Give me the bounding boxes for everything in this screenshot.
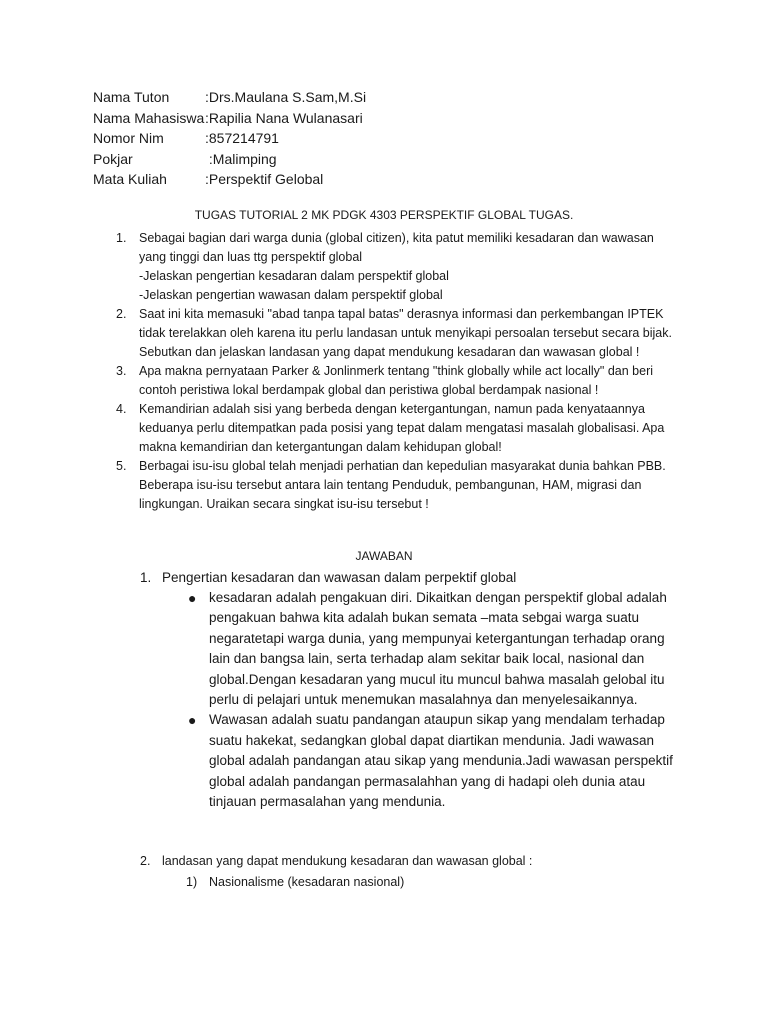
question-text: Saat ini kita memasuki "abad tanpa tapal batas" derasnya informasi dan perkembangan IPTEK tidak terelakkan oleh karena itu perlu landasan untuk menyikapi persoalan tersebut secara bijak. Sebutkan dan jelaskan landasan yang dapat mendukung kesadaran dan wawasan global ! (139, 307, 672, 359)
info-value: :Malimping (205, 150, 277, 167)
question-list (116, 229, 681, 514)
answer-1 (140, 568, 680, 812)
question-item (116, 400, 681, 457)
assignment-title: TUGAS TUTORIAL 2 MK PDGK 4303 PERSPEKTIF GLOBAL TUGAS. (194, 208, 574, 222)
question-number: 3. (116, 364, 127, 378)
info-label: Nama Tuton (93, 89, 170, 105)
answer-2 (140, 852, 532, 892)
info-label: Nama Mahasiswa (93, 109, 205, 126)
info-row-student (93, 108, 366, 129)
question-text: Apa makna pernyataan Parker & Jonlinmerk tentang "think globally while act locally" dan beri contoh peristiwa lokal berdampak global dan peristiwa global berdampak nasional ! (139, 364, 654, 397)
student-info (93, 87, 366, 190)
question-item (116, 229, 681, 305)
question-subline: -Jelaskan pengertian kesadaran dalam perspektif global (139, 269, 449, 283)
question-item (116, 305, 681, 362)
answer-heading-text: Pengertian kesadaran dan wawasan dalam perpektif global (162, 570, 517, 585)
info-value: :Perspektif Gelobal (205, 171, 324, 187)
bullet-text: kesadaran adalah pengakuan diri. Dikaitkan dengan perspektif global adalah pengakuan bahwa kita adalah bukan semata –mata sebgai warga suatu negaratetapi warga dunia, yang mempunyai ketergantungan terhadap orang lain dan bangsa lain, serta terhadap alam sekitar baik local, nasional dan global.Dengan kesadaran yang mucul itu muncul bahwa masalah gelobal itu perlu di pelajari untuk menemukan masalahnya dan menyelesaikannya. (209, 590, 667, 708)
bullet-icon: ● (188, 590, 197, 606)
info-label: Pokjar (93, 150, 133, 167)
info-row-pokjar (93, 149, 366, 170)
sub-item-text: Nasionalisme (kesadaran nasional) (209, 875, 405, 889)
answer-number: 2. (140, 854, 151, 868)
info-value: :Drs.Maulana S.Sam,M.Si (205, 89, 367, 105)
bullet-item (186, 588, 680, 710)
info-label: Mata Kuliah (93, 171, 167, 187)
question-number: 2. (116, 307, 127, 321)
answer-heading (140, 568, 680, 588)
answer-bullets (186, 588, 680, 812)
answer-heading-text: landasan yang dapat mendukung kesadaran dan wawasan global : (162, 854, 533, 868)
sub-item-number: 1) (186, 875, 198, 889)
answers-heading: JAWABAN (355, 549, 413, 563)
info-row-tutor (93, 87, 366, 108)
info-row-nim (93, 128, 366, 149)
info-row-course (93, 169, 366, 190)
question-number: 4. (116, 402, 127, 416)
question-number: 5. (116, 459, 127, 473)
bullet-text: Wawasan adalah suatu pandangan ataupun sikap yang mendalam terhadap suatu hakekat, sedangkan global dapat diartikan mendunia. Jadi wawasan global adalah pandangan atau sikap yang mendunia.Jadi wawasan perspektif global adalah pandangan permasalahhan yang di hadapi oleh dunia atau tinjauan permasalahan yang mendunia. (209, 712, 673, 810)
question-item (116, 457, 681, 514)
bullet-icon: ● (188, 712, 197, 729)
question-number: 1. (116, 231, 127, 245)
sub-item (186, 873, 532, 892)
info-value: :Rapilia Nana Wulanasari (205, 109, 363, 126)
question-text: Kemandirian adalah sisi yang berbeda dengan ketergantungan, namun pada kenyataannya keduanya perlu ditempatkan pada posisi yang tepat dalam mengatasi masalah globalisasi. Apa makna kemandirian dan ketergantungan dalam kehidupan global! (139, 402, 665, 454)
question-text: Sebagai bagian dari warga dunia (global citizen), kita patut memiliki kesadaran dan wawasan yang tinggi dan luas ttg perspektif global (139, 231, 654, 264)
answer-heading (140, 852, 532, 871)
info-label: Nomor Nim (93, 130, 164, 146)
question-text: Berbagai isu-isu global telah menjadi perhatian dan kepedulian masyarakat dunia bahkan PBB. Beberapa isu-isu tersebut antara lain tentang Penduduk, pembangunan, HAM, migrasi dan lingkungan. Uraikan secara singkat isu-isu tersebut ! (139, 459, 666, 511)
bullet-item (186, 710, 680, 812)
question-item (116, 362, 681, 400)
answer-number: 1. (140, 570, 152, 585)
question-subline: -Jelaskan pengertian wawasan dalam perspektif global (139, 288, 443, 302)
info-value: :857214791 (205, 130, 279, 146)
